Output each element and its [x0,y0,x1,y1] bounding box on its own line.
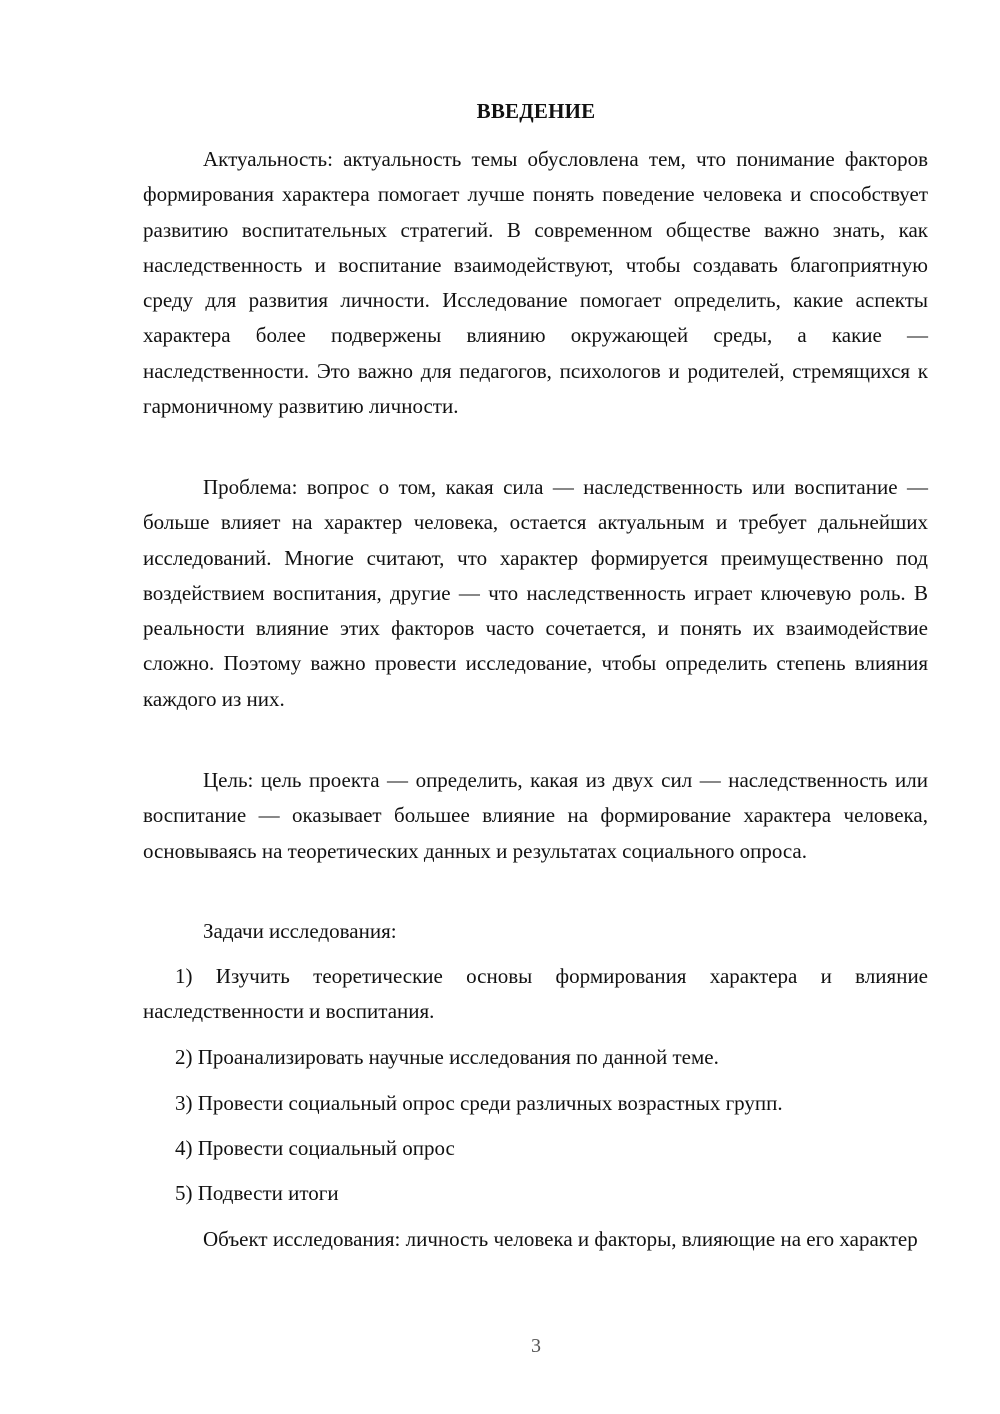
object-paragraph: Объект исследования: личность человека и факторы, влияющие на его характер [203,1227,918,1251]
task-item-4: 4) Провести социальный опрос [175,1136,455,1160]
page-title: ВВЕДЕНИЕ [476,99,596,123]
task-item-1: 1) Изучить теоретические основы формирования характера и влияние наследственности и воспитания. [143,964,928,1024]
goal-paragraph: Цель: цель проекта — определить, какая из двух сил — наследственность или воспитание — оказывает большее влияние на формирование характера человека, основываясь на теоретических данных и результатах социального опроса. [143,768,928,863]
relevance-paragraph: Актуальность: актуальность темы обусловлена тем, что понимание факторов формирования характера помогает лучше понять поведение человека и способствует развитию воспитательных стратегий. В современном обществе важно знать, как наследственность и воспитание взаимодействуют, чтобы создавать благоприятную среду для развития личности. Исследование помогает определить, какие аспекты характера более подвержены влиянию окружающей среды, а какие — наследственности. Это важно для педагогов, психологов и родителей, стремящихся к гармоничному развитию личности. [143,147,928,419]
page-number: 3 [531,1335,541,1357]
task-item-2: 2) Проанализировать научные исследования по данной теме. [175,1045,719,1069]
problem-paragraph: Проблема: вопрос о том, какая сила — наследственность или воспитание — больше влияет на характер человека, остается актуальным и требует дальнейших исследований. Многие считают, что характер формируется преимущественно под воздействием воспитания, другие — что наследственность играет ключевую роль. В реальности влияние этих факторов часто сочетается, и понять их взаимодействие сложно. Поэтому важно провести исследование, чтобы определить степень влияния каждого из них. [143,475,928,711]
task-item-3: 3) Провести социальный опрос среди различных возрастных групп. [175,1091,783,1115]
tasks-heading: Задачи исследования: [203,919,397,943]
task-item-5: 5) Подвести итоги [175,1181,339,1205]
